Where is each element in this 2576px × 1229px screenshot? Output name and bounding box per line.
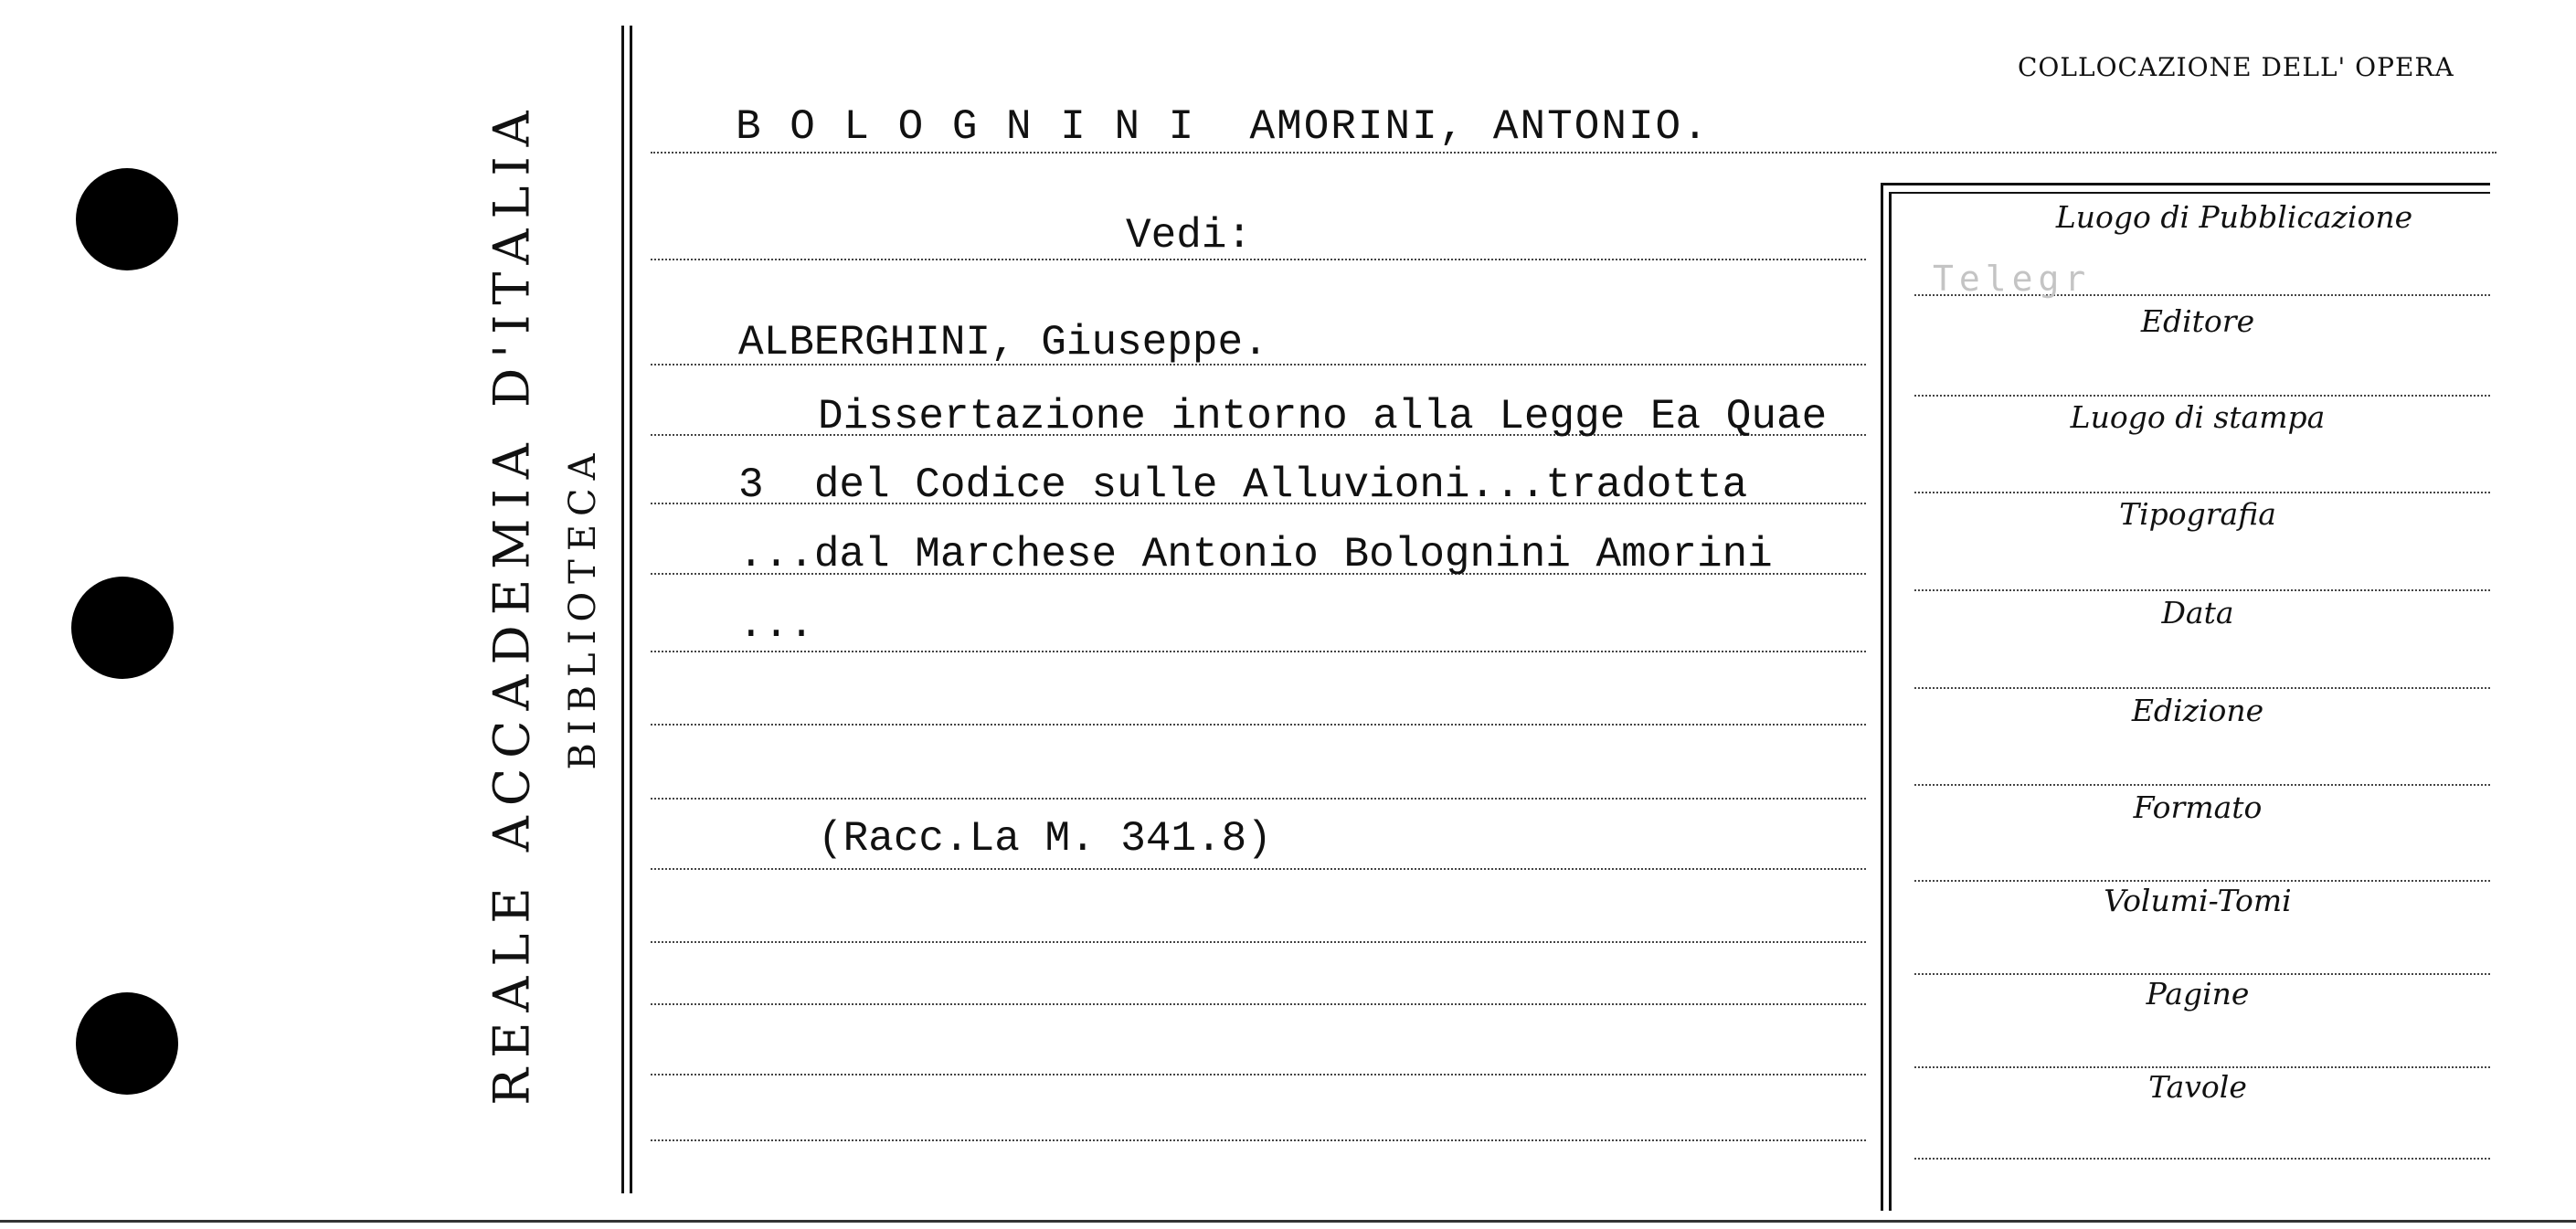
panel-border-rule <box>1891 192 2490 194</box>
entry-title-line: ...dal Marchese Antonio Bolognini Amorini <box>738 531 1773 578</box>
field-label-edizione: Edizione <box>2131 693 2264 728</box>
library-label: BIBLIOTECA <box>562 445 604 770</box>
entry-author: ALBERGHINI, Giuseppe. <box>738 319 1268 366</box>
field-label-volumi-tomi: Volumi-Tomi <box>2104 883 2292 918</box>
field-label-editore: Editore <box>2140 303 2255 339</box>
punch-hole <box>76 992 178 1095</box>
collocation-header: COLLOCAZIONE DELL' OPERA <box>2018 52 2454 82</box>
field-label-luogo-stampa: Luogo di stampa <box>2070 399 2326 435</box>
entry-title-line: Dissertazione intorno alla Legge Ea Quae <box>818 393 1828 440</box>
panel-border-rule <box>1882 183 2490 185</box>
field-label-tipografia: Tipografia <box>2119 496 2276 532</box>
panel-border-rule <box>1889 192 1892 1211</box>
entry-shelfmark: (Racc.La M. 341.8) <box>818 815 1272 863</box>
entry-heading: B O L O G N I N I AMORINI, ANTONIO. <box>736 103 1710 151</box>
field-label-formato: Formato <box>2133 789 2263 825</box>
field-label-data: Data <box>2161 595 2234 630</box>
left-border-rule <box>621 26 624 1193</box>
field-label-luogo-pubblicazione: Luogo di Pubblicazione <box>2055 199 2413 235</box>
left-border-rule <box>630 26 632 1193</box>
faint-stamp: Telegr <box>1933 259 2092 299</box>
entry-title-line: ... <box>738 601 814 649</box>
field-label-tavole: Tavole <box>2148 1069 2247 1105</box>
card-bottom-edge <box>0 1220 2576 1223</box>
panel-border-rule <box>1881 183 1883 1211</box>
field-label-pagine: Pagine <box>2146 976 2250 1012</box>
punch-hole <box>71 577 174 679</box>
punch-hole <box>76 168 178 270</box>
entry-see-reference: Vedi: <box>1126 212 1253 260</box>
institution-label: REALE ACCADEMIA D'ITALIA <box>482 101 541 1106</box>
entry-title-line: 3 del Codice sulle Alluvioni...tradotta <box>738 461 1748 509</box>
